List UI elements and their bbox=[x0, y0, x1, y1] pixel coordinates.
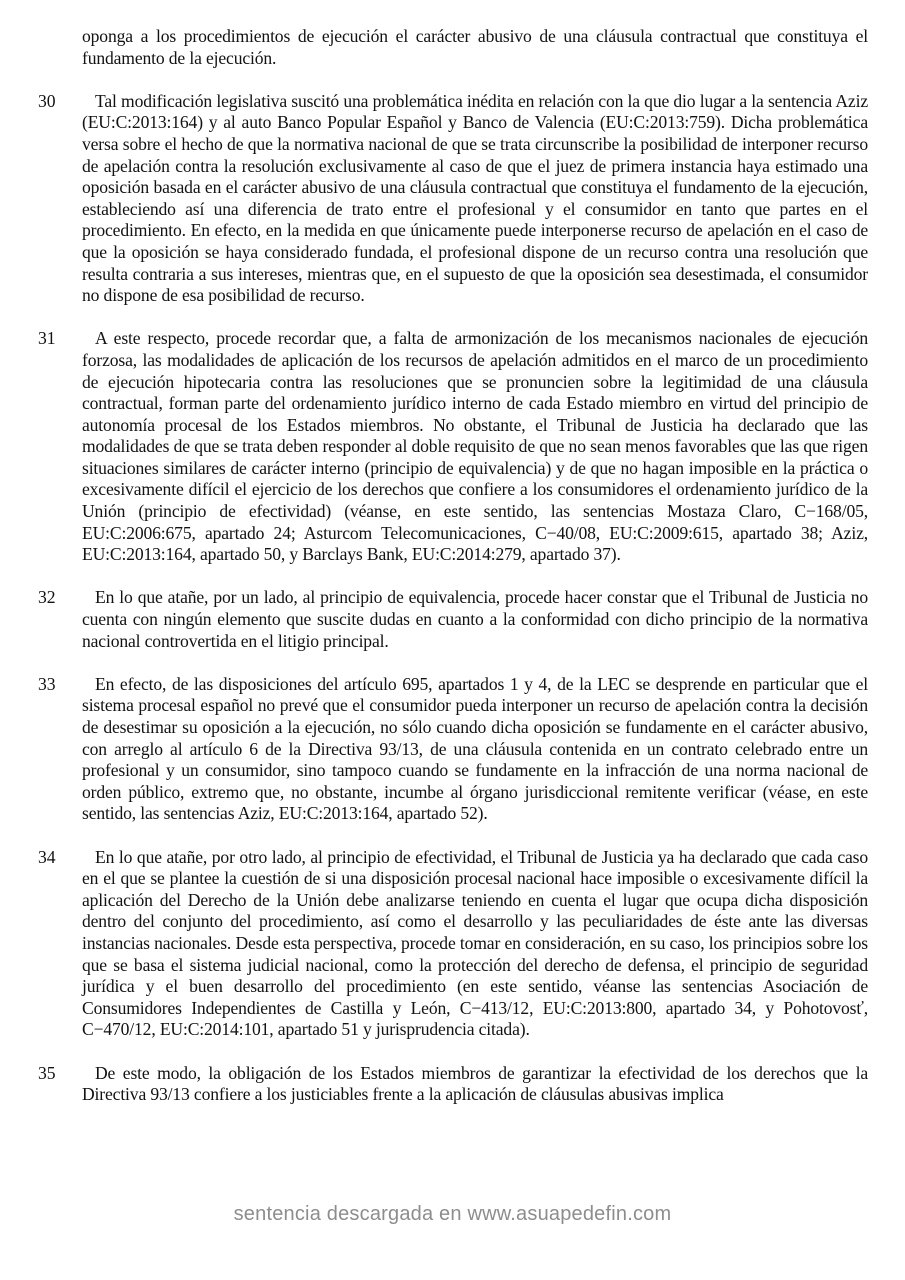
paragraph-33 bbox=[38, 673, 868, 825]
paragraph-29-continuation bbox=[82, 26, 868, 69]
paragraph-32-text: En lo que atañe, por un lado, al principio de equivalencia, procede hacer constar que el Tribunal de Justicia no cuenta con ningún elemento que suscite dudas en cuanto a la conformidad con dicho principio de la normativa nacional controvertida en el litigio principal. bbox=[82, 587, 868, 651]
judgment-text-block bbox=[38, 26, 868, 1127]
paragraph-31-number: 31 bbox=[38, 328, 56, 349]
paragraph-33-text: En efecto, de las disposiciones del artículo 695, apartados 1 y 4, de la LEC se desprende en particular que el sistema procesal español no prevé que el consumidor pueda interponer un recurso de apelación contra la decisión de desestimar su oposición a la ejecución, no sólo cuando dicha oposición se fundamente en el carácter abusivo, con arreglo al artículo 6 de la Directiva 93/13, de una cláusula contenida en un contrato celebrado entre un profesional y un consumidor, sino tampoco cuando se fundamente en la infracción de una norma nacional de orden público, extremo que, no obstante, incumbe al órgano jurisdiccional remitente verificar (véase, en este sentido, las sentencias Aziz, EU:C:2013:164, apartado 52). bbox=[82, 673, 868, 824]
paragraph-34-text: En lo que atañe, por otro lado, al principio de efectividad, el Tribunal de Justicia ya ha declarado que cada caso en el que se plantee la cuestión de si una disposición procesal nacional hace imposible o excesivamente difícil la aplicación del Derecho de la Unión debe analizarse teniendo en cuenta el lugar que ocupa dicha disposición dentro del conjunto del procedimiento, así como el desarrollo y las peculiaridades de éste ante las diversas instancias nacionales. Desde esta perspectiva, procede tomar en consideración, en su caso, los principios sobre los que se basa el sistema judicial nacional, como la protección del derecho de defensa, el principio de seguridad jurídica y el buen desarrollo del procedimiento (en este sentido, véanse las sentencias Asociación de Consumidores Independientes de Castilla y León, C−413/12, EU:C:2013:800, apartado 34, y Pohotovosť, C−470/12, EU:C:2014:101, apartado 51 y jurisprudencia citada). bbox=[82, 846, 868, 1040]
watermark-footer: sentencia descargada en www.asuapedefin.com bbox=[233, 1203, 672, 1225]
paragraph-30 bbox=[38, 90, 868, 307]
paragraph-35 bbox=[38, 1062, 868, 1106]
paragraph-31 bbox=[38, 328, 868, 566]
paragraph-30-text: Tal modificación legislativa suscitó una problemática inédita en relación con la que dio lugar a la sentencia Aziz (EU:C:2013:164) y al auto Banco Popular Español y Banco de Valencia (EU:C:2013:759). Dicha problemática versa sobre el hecho de que la normativa nacional de que se trata circunscribe la posibilidad de interponer recurso de apelación contra la resolución exclusivamente al caso de que el juez de primera instancia haya estimado una oposición basada en el carácter abusivo de una cláusula contractual que constituya el fundamento de la ejecución, estableciendo así una diferencia de trato entre el profesional y el consumidor en tanto que partes en el procedimiento. En efecto, en la medida en que únicamente puede interponerse recurso de apelación en el caso de que la oposición se haya considerado fundada, el profesional dispone de un recurso contra una resolución que resulta contraria a sus intereses, mientras que, en el supuesto de que la oposición sea desestimada, el consumidor no dispone de esa posibilidad de recurso. bbox=[82, 90, 868, 306]
paragraph-29-continuation-text: oponga a los procedimientos de ejecución el carácter abusivo de una cláusula contractual que constituya el fundamento de la ejecución. bbox=[82, 26, 868, 68]
paragraph-35-number: 35 bbox=[38, 1062, 56, 1083]
paragraph-30-number: 30 bbox=[38, 90, 56, 111]
paragraph-35-text: De este modo, la obligación de los Estados miembros de garantizar la efectividad de los derechos que la Directiva 93/13 confiere a los justiciables frente a la aplicación de cláusulas abusivas implica bbox=[82, 1062, 868, 1105]
paragraph-34 bbox=[38, 846, 868, 1041]
paragraph-32 bbox=[38, 587, 868, 652]
paragraph-34-number: 34 bbox=[38, 846, 56, 867]
paragraph-33-number: 33 bbox=[38, 673, 56, 694]
paragraph-31-text: A este respecto, procede recordar que, a falta de armonización de los mecanismos nacionales de ejecución forzosa, las modalidades de aplicación de los recursos de apelación admitidos en el marco de un procedimiento de ejecución hipotecaria contra las resoluciones que se pronuncien sobre la legitimidad de una cláusula contractual, forman parte del ordenamiento jurídico interno de cada Estado miembro en virtud del principio de autonomía procesal de los Estados miembros. No obstante, el Tribunal de Justicia ha declarado que las modalidades de que se trata deben responder al doble requisito de que no sean menos favorables que las que rigen situaciones similares de carácter interno (principio de equivalencia) y de que no hagan imposible en la práctica o excesivamente difícil el ejercicio de los derechos que confiere a los consumidores el ordenamiento jurídico de la Unión (principio de efectividad) (véanse, en este sentido, las sentencias Mostaza Claro, C−168/05, EU:C:2006:675, apartado 24; Asturcom Telecomunicaciones, C−40/08, EU:C:2009:615, apartado 38; Aziz, EU:C:2013:164, apartado 50, y Barclays Bank, EU:C:2014:279, apartado 37). bbox=[82, 328, 868, 565]
paragraph-32-number: 32 bbox=[38, 587, 56, 608]
